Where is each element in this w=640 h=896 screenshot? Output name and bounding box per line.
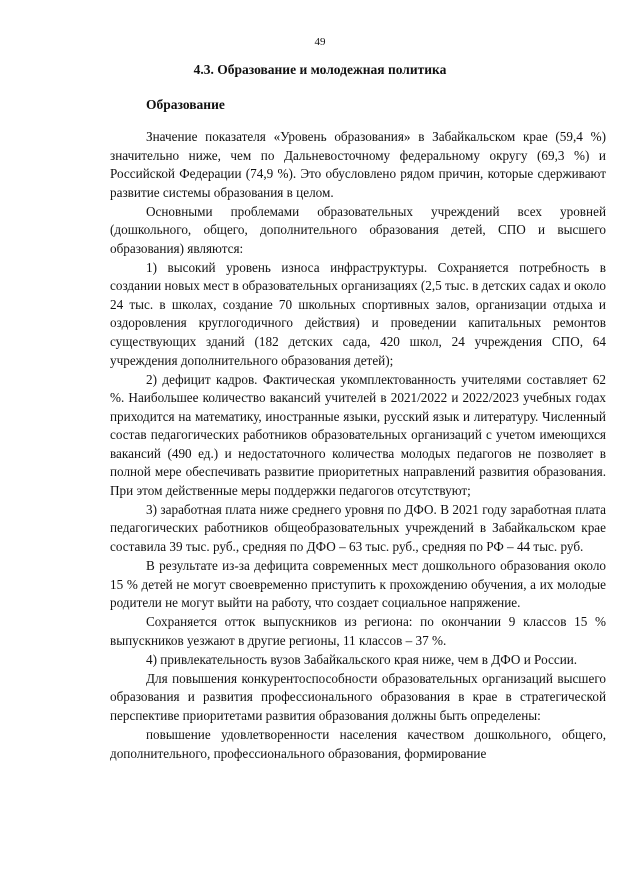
paragraph-preschool-deficit: В результате из-за дефицита современных мест дошкольного образования около 15 % детей не могут своевременно приступить к прохождению обучения, а их молодые родители не могут выйти на работу, что создает социальное напряжение. xyxy=(110,558,606,611)
paragraph-priority-satisfaction: повышение удовлетворенности населения качеством дошкольного, общего, дополнительного, профессионального образования, формирование xyxy=(110,727,606,761)
list-item-infrastructure: 1) высокий уровень износа инфраструктуры. Сохраняется потребность в создании новых мест в образовательных организациях (2,5 тыс. в детских садах и около 24 тыс. в школах, создание 70 школьных спортивных залов, организации отдыха и оздоровления круглогодичного действия) и проведении капитальных ремонтов существующих зданий (182 детских сада, 420 школ, 24 учреждения СПО, 64 учреждения дополнительного образования детей); xyxy=(110,259,606,368)
paragraph-priorities-intro: Для повышения конкурентоспособности образовательных организаций высшего образования и развития профессионального образования в крае в стратегической перспективе приоритетами развития образования должны быть определены: xyxy=(110,670,606,723)
paragraph-graduate-outflow: Сохраняется отток выпускников из региона: по окончании 9 классов 15 % выпускников уезжают в другие регионы, 11 классов – 37 %. xyxy=(110,614,606,648)
page-number: 49 xyxy=(314,36,326,48)
list-item-salary: 3) заработная плата ниже среднего уровня по ДФО. В 2021 году заработная плата педагогических работников общеобразовательных учреждений в Забайкальском крае составила 39 тыс. руб., средняя по ДФО – 63 тыс. руб., средняя по РФ – 44 тыс. руб. xyxy=(110,501,606,555)
list-item-staff-shortage: 2) дефицит кадров. Фактическая укомплектованность учителями составляет 62 %. Наибольшее количество вакансий учителей в 2021/2022 и 2022/2023 учебных годах приходится на математику, иностранные языки, русский язык и литературу. Численный состав педагогических работников образовательных организаций с учетом имеющихся вакансий (490 ед.) и недостаточного количества молодых педагогов не позволяет в полной мере обеспечивать развитие приоритетных направлений развития образования. При этом действенные меры поддержки педагогов отсутствуют; xyxy=(110,371,606,498)
paragraph-education-level: Значение показателя «Уровень образования» в Забайкальском крае (59,4 %) значительно ниже, чем по Дальневосточному федеральному округу (69,3 %) и Российской Федерации (74,9 %). Это обусловлено рядом причин, которые сдерживают развитие системы образования в целом. xyxy=(110,129,606,200)
document-body xyxy=(110,128,606,763)
subsection-heading: Образование xyxy=(146,97,225,112)
section-heading: 4.3. Образование и молодежная политика xyxy=(193,62,447,77)
list-item-university-attractiveness: 4) привлекательность вузов Забайкальского края ниже, чем в ДФО и России. xyxy=(146,651,578,667)
paragraph-main-problems: Основными проблемами образовательных учреждений всех уровней (дошкольного, общего, дополнительного образования детей, СПО и высшего образования) являются: xyxy=(110,203,606,256)
